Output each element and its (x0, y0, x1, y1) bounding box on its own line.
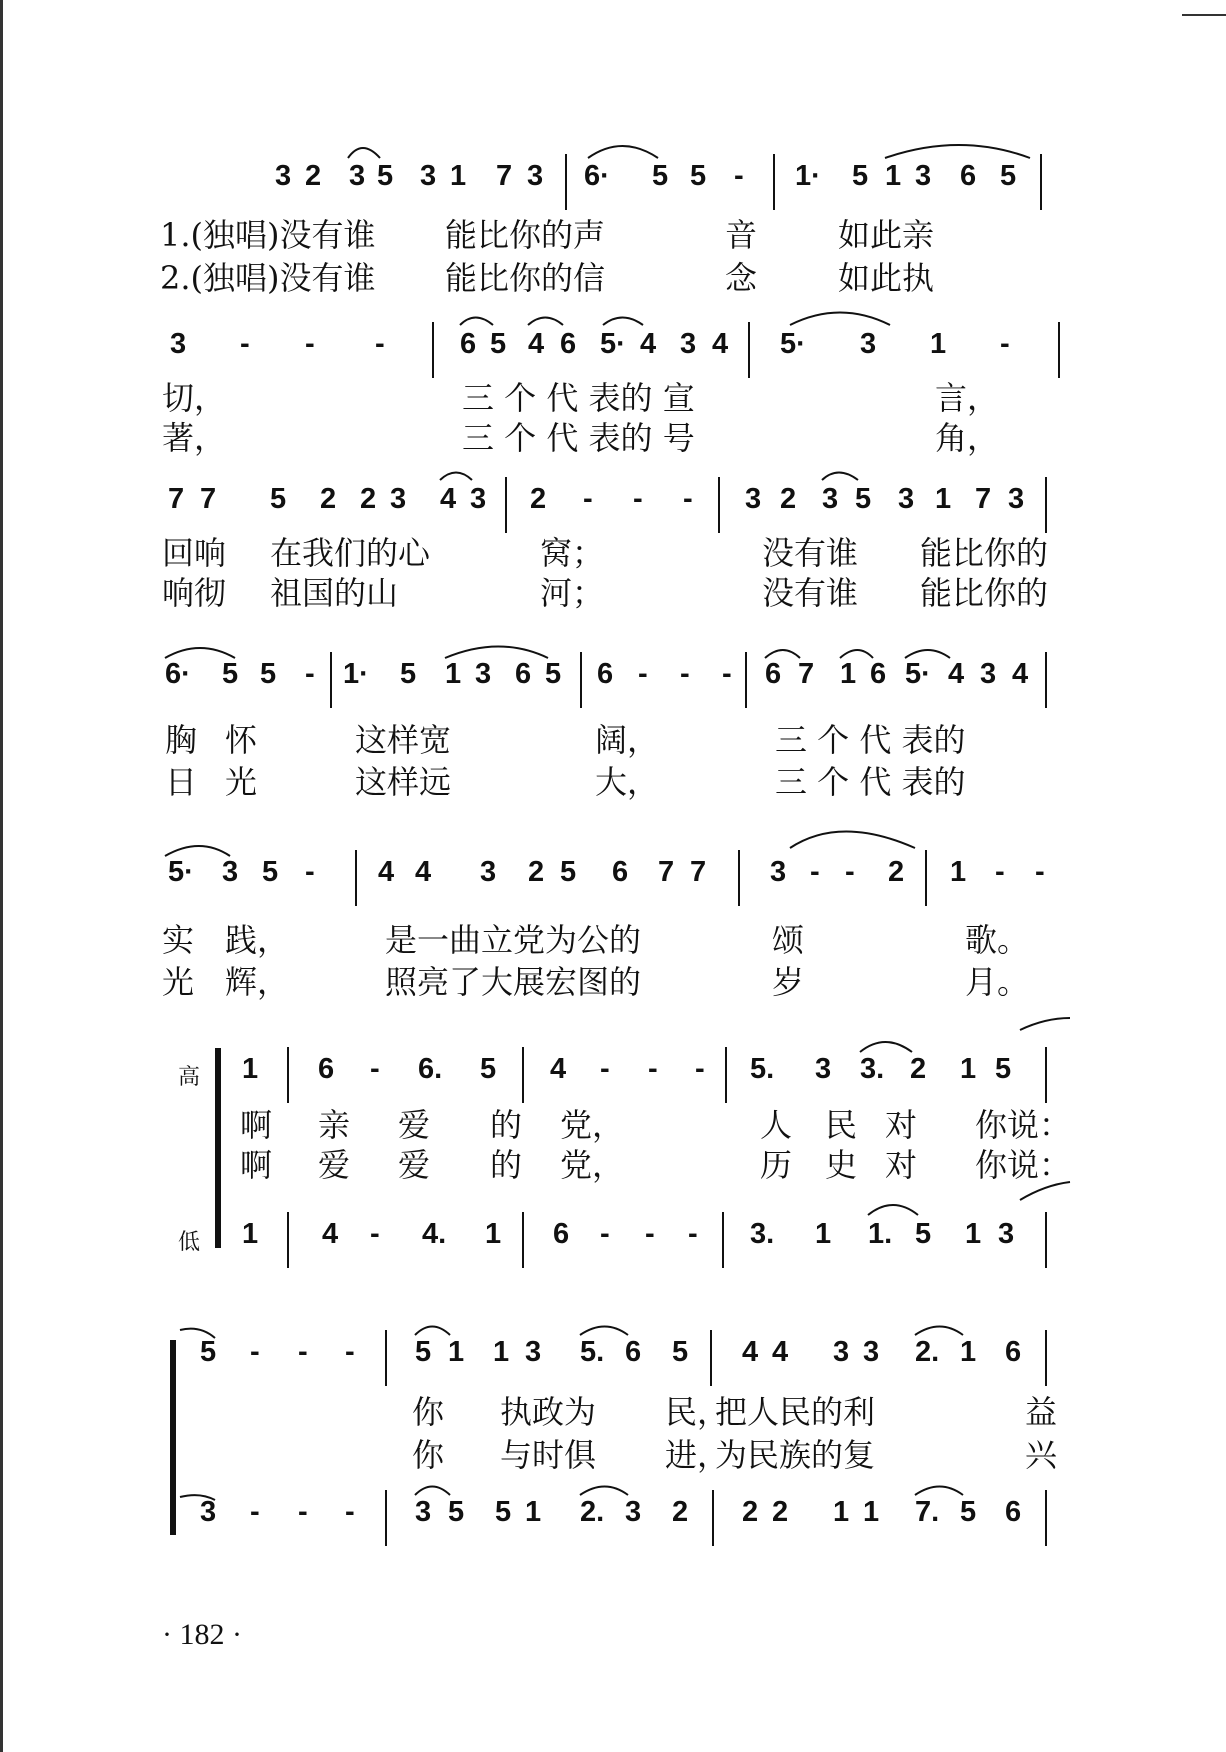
note: 2 (742, 1496, 759, 1528)
barline (773, 154, 775, 210)
note-extension: - (600, 1053, 610, 1085)
lyric-segment: 你说： (975, 1146, 1072, 1184)
note: 4 (322, 1218, 339, 1250)
note: 6 (1005, 1496, 1022, 1528)
note: 6 (625, 1336, 642, 1368)
note: 2 (672, 1496, 689, 1528)
lyrics-row-1-verse-2 (0, 253, 1226, 297)
note: 1 (965, 1218, 982, 1250)
lyric-segment: 回响 (162, 534, 227, 572)
barline (1045, 1212, 1047, 1268)
note: 2 (910, 1053, 927, 1085)
lyric-segment: 三 个 代 表的 号 (462, 419, 695, 457)
note: 1 (445, 658, 462, 690)
lyric-segment: 三 个 代 表的 宣 (462, 379, 695, 417)
lyrics-row-4-verse-2 (0, 757, 1226, 801)
note: 3. (750, 1218, 775, 1250)
note-extension: - (810, 856, 820, 888)
note: 5. (580, 1336, 605, 1368)
note: 3. (860, 1053, 885, 1085)
note: 1 (960, 1336, 977, 1368)
note: 1· (795, 160, 821, 192)
note-extension: - (648, 1053, 658, 1085)
note-extension: - (298, 1496, 308, 1528)
note: 7 (658, 856, 675, 888)
note: 5 (415, 1336, 432, 1368)
lyric-segment: 实 (162, 921, 195, 959)
note-extension: - (600, 1218, 610, 1250)
barline (1058, 322, 1060, 378)
score-row-3 (0, 475, 1226, 535)
note: 5 (448, 1496, 465, 1528)
note: 5 (852, 160, 869, 192)
barline (722, 1212, 724, 1268)
note: 3 (525, 1336, 542, 1368)
note: 3 (770, 856, 787, 888)
note-extension: - (345, 1336, 355, 1368)
note: 1 (863, 1496, 880, 1528)
note: 2 (305, 160, 322, 192)
note: 5 (995, 1053, 1012, 1085)
note: 6 (1005, 1336, 1022, 1368)
note-extension: - (345, 1496, 355, 1528)
barline (710, 1330, 712, 1386)
note: 3 (222, 856, 239, 888)
lyric-segment: 执政为 (500, 1393, 597, 1431)
note-extension: - (583, 483, 593, 515)
note: 1 (525, 1496, 542, 1528)
lyric-segment: 对 (885, 1106, 918, 1144)
note: 3 (822, 483, 839, 515)
note: 2 (360, 483, 377, 515)
lyrics-row-6-verse-1 (0, 1100, 1226, 1144)
barline (287, 1047, 289, 1103)
lyrics-row-3-verse-1 (0, 528, 1226, 572)
barline (1045, 1490, 1047, 1546)
lyric-segment: 言， (935, 379, 1000, 417)
note: 4 (528, 328, 545, 360)
lyric-segment: 能比你的声 (445, 216, 606, 254)
lyric-segment: 进， (665, 1436, 730, 1474)
note: 5 (495, 1496, 512, 1528)
note: 5· (780, 328, 806, 360)
score-row-1 (0, 152, 1226, 212)
note-extension: - (375, 328, 385, 360)
barline (505, 477, 507, 533)
lyric-segment: 念 (725, 259, 758, 297)
barline (712, 1490, 714, 1546)
note: 5 (270, 483, 287, 515)
note: 4. (422, 1218, 447, 1250)
note-extension: - (722, 658, 732, 690)
note: 3 (898, 483, 915, 515)
note: 1 (935, 483, 952, 515)
note: 7 (496, 160, 513, 192)
note: 6 (960, 160, 977, 192)
lyric-segment: 没有谁 (762, 534, 859, 572)
note: 7. (915, 1496, 940, 1528)
note: 4 (1012, 658, 1029, 690)
note: 5· (600, 328, 626, 360)
note-extension: - (633, 483, 643, 515)
note: 5 (262, 856, 279, 888)
lyric-segment: 啊 (240, 1106, 273, 1144)
note: 2 (772, 1496, 789, 1528)
lyric-segment: 歌。 (965, 921, 1030, 959)
lyric-segment: 你 (412, 1393, 445, 1431)
barline (330, 652, 332, 708)
lyric-segment: 民， (665, 1393, 730, 1431)
lyric-segment: 祖国的山 (270, 574, 399, 612)
note: 1 (448, 1336, 465, 1368)
note: 3 (833, 1336, 850, 1368)
note-extension: - (995, 856, 1005, 888)
note: 3 (745, 483, 762, 515)
lyric-segment: 党， (560, 1106, 625, 1144)
lyric-segment: 阔， (595, 721, 660, 759)
note-extension: - (305, 856, 315, 888)
lyric-segment: 颂 (772, 921, 805, 959)
lyric-segment: 是一曲立党为公的 (385, 921, 642, 959)
lyrics-row-2-verse-1 (0, 373, 1226, 417)
lyric-segment: 的 (490, 1106, 523, 1144)
lyric-segment: 亲 (318, 1106, 351, 1144)
note: 4 (378, 856, 395, 888)
lyric-segment: 三 个 代 表的 (775, 763, 966, 801)
note: 5 (377, 160, 394, 192)
barline (522, 1212, 524, 1268)
note: 6· (584, 160, 610, 192)
note: 3 (1008, 483, 1025, 515)
note: 5 (222, 658, 239, 690)
lyric-segment: 著， (162, 419, 227, 457)
note: 3 (390, 483, 407, 515)
lyric-segment: 历 (760, 1146, 793, 1184)
lyric-segment: 角， (935, 419, 1000, 457)
note: 3 (863, 1336, 880, 1368)
lyrics-row-5-verse-1 (0, 915, 1226, 959)
lyric-segment: 践， (225, 921, 290, 959)
lyric-segment: 益 (1025, 1393, 1058, 1431)
lyric-segment: 民 (825, 1106, 858, 1144)
lyric-segment: 为民族的复 (715, 1436, 876, 1474)
score-row-5 (0, 848, 1226, 908)
note: 3 (470, 483, 487, 515)
note: 4 (948, 658, 965, 690)
note: 2 (528, 856, 545, 888)
lyric-segment: 对 (885, 1146, 918, 1184)
barline (725, 1047, 727, 1103)
lyrics-row-1-verse-1 (0, 210, 1226, 254)
note: 5 (480, 1053, 497, 1085)
lyric-segment: 照亮了大展宏图的 (385, 963, 642, 1001)
note: 3 (980, 658, 997, 690)
note-extension: - (305, 658, 315, 690)
note: 1 (930, 328, 947, 360)
note: 7 (200, 483, 217, 515)
note: 1 (885, 160, 902, 192)
note-extension: - (845, 856, 855, 888)
lyrics-row-6-verse-2 (0, 1140, 1226, 1184)
note-extension: - (298, 1336, 308, 1368)
lyric-segment: 怀 (225, 721, 258, 759)
note-extension: - (250, 1336, 260, 1368)
lyrics-row-2-verse-2 (0, 413, 1226, 457)
note: 4 (712, 328, 729, 360)
note: 3 (815, 1053, 832, 1085)
lyric-segment: 史 (825, 1146, 858, 1184)
note: 5 (545, 658, 562, 690)
note-extension: - (695, 1053, 705, 1085)
lyric-segment: 爱 (398, 1106, 431, 1144)
lyric-segment: 岁 (772, 963, 805, 1001)
note: 6 (318, 1053, 335, 1085)
note: 2 (530, 483, 547, 515)
barline (1045, 1330, 1047, 1386)
note: 1· (343, 658, 369, 690)
note: 6· (165, 658, 191, 690)
page-number: · 182 · (162, 1618, 242, 1651)
note: 3 (480, 856, 497, 888)
lyric-segment: 你 (412, 1436, 445, 1474)
note: 5 (652, 160, 669, 192)
note-extension: - (683, 483, 693, 515)
lyric-segment: 啊 (240, 1146, 273, 1184)
note-extension: - (250, 1496, 260, 1528)
lyric-segment: 河； (540, 574, 605, 612)
barline (718, 477, 720, 533)
note: 6 (553, 1218, 570, 1250)
score-row-2 (0, 320, 1226, 380)
note-extension: - (1000, 328, 1010, 360)
lyric-segment: 兴 (1025, 1436, 1058, 1474)
part-label-low: 低 (178, 1230, 201, 1255)
note: 3 (415, 1496, 432, 1528)
page-corner-mark (1182, 0, 1226, 16)
note: 3 (998, 1218, 1015, 1250)
slur (790, 832, 915, 849)
score-row-7-high (0, 1328, 1226, 1388)
note: 3 (170, 328, 187, 360)
note: 7 (798, 658, 815, 690)
lyric-segment: 切， (162, 379, 227, 417)
note: 6 (870, 658, 887, 690)
note: 6. (418, 1053, 443, 1085)
note: 4 (772, 1336, 789, 1368)
note: 7 (168, 483, 185, 515)
note: 1 (493, 1336, 510, 1368)
note: 5 (915, 1218, 932, 1250)
lyric-segment: 你说： (975, 1106, 1072, 1144)
note: 3 (860, 328, 877, 360)
lyric-segment: 三 个 代 表的 (775, 721, 966, 759)
note: 3 (200, 1496, 217, 1528)
lyric-segment: 如此执 (838, 259, 935, 297)
part-label-high: 高 (178, 1065, 201, 1090)
note: 5· (905, 658, 931, 690)
note: 2 (320, 483, 337, 515)
score-row-4 (0, 650, 1226, 710)
note-extension: - (734, 160, 744, 192)
lyric-segment: 能比你的 (920, 534, 1049, 572)
note: 5· (168, 856, 194, 888)
barline (1040, 154, 1042, 210)
note: 4 (415, 856, 432, 888)
note: 2 (888, 856, 905, 888)
note-extension: - (645, 1218, 655, 1250)
note: 4 (640, 328, 657, 360)
note: 5 (400, 658, 417, 690)
barline (355, 850, 357, 906)
barline (745, 652, 747, 708)
barline (1045, 1047, 1047, 1103)
barline (385, 1490, 387, 1546)
slur (1020, 1018, 1070, 1030)
barline (1045, 477, 1047, 533)
note-extension: - (305, 328, 315, 360)
lyric-segment: 窝； (540, 534, 605, 572)
note: 5 (200, 1336, 217, 1368)
note: 5 (690, 160, 707, 192)
lyric-segment: 音 (725, 216, 758, 254)
lyric-segment: 1.(独唱)没有谁 (160, 216, 376, 254)
barline (925, 850, 927, 906)
lyric-segment: 能比你的 (920, 574, 1049, 612)
barline (738, 850, 740, 906)
note: 6 (765, 658, 782, 690)
note: 5 (260, 658, 277, 690)
note: 3 (349, 160, 366, 192)
barline (565, 154, 567, 210)
note: 1 (485, 1218, 502, 1250)
score-row-7-low (0, 1488, 1226, 1548)
note-extension: - (680, 658, 690, 690)
note: 1. (868, 1218, 893, 1250)
note: 7 (975, 483, 992, 515)
lyric-segment: 的 (490, 1146, 523, 1184)
lyric-segment: 这样宽 (355, 721, 452, 759)
barline (748, 322, 750, 378)
lyric-segment: 胸 (165, 721, 198, 759)
lyric-segment: 这样远 (355, 763, 452, 801)
lyric-segment: 月。 (965, 963, 1030, 1001)
note: 6 (560, 328, 577, 360)
lyric-segment: 在我们的心 (270, 534, 431, 572)
note: 2. (580, 1496, 605, 1528)
note: 6 (515, 658, 532, 690)
note: 5 (855, 483, 872, 515)
lyric-segment: 2.(独唱)没有谁 (160, 259, 376, 297)
note: 5 (672, 1336, 689, 1368)
note: 2. (915, 1336, 940, 1368)
note: 4 (742, 1336, 759, 1368)
barline (580, 652, 582, 708)
note-extension: - (240, 328, 250, 360)
note: 7 (690, 856, 707, 888)
note: 6 (597, 658, 614, 690)
note: 1 (950, 856, 967, 888)
note: 5 (560, 856, 577, 888)
barline (385, 1330, 387, 1386)
note: 3 (420, 160, 437, 192)
note: 5 (490, 328, 507, 360)
note: 6 (460, 328, 477, 360)
note: 3 (475, 658, 492, 690)
note: 4 (440, 483, 457, 515)
score-row-6-low (0, 1210, 1226, 1270)
lyric-segment: 把人民的利 (715, 1393, 876, 1431)
note: 6 (612, 856, 629, 888)
lyric-segment: 人 (760, 1106, 793, 1144)
note-extension: - (1035, 856, 1045, 888)
lyric-segment: 爱 (398, 1146, 431, 1184)
note: 3 (527, 160, 544, 192)
lyrics-row-4-verse-1 (0, 715, 1226, 759)
lyric-segment: 没有谁 (762, 574, 859, 612)
note: 3 (915, 160, 932, 192)
lyric-segment: 日 (165, 763, 198, 801)
note: 2 (780, 483, 797, 515)
note: 1 (242, 1218, 259, 1250)
barline (432, 322, 434, 378)
lyric-segment: 爱 (318, 1146, 351, 1184)
note: 3 (680, 328, 697, 360)
lyrics-row-5-verse-2 (0, 957, 1226, 1001)
lyric-segment: 党， (560, 1146, 625, 1184)
barline (522, 1047, 524, 1103)
lyrics-row-7-verse-1 (0, 1387, 1226, 1431)
lyric-segment: 如此亲 (838, 216, 935, 254)
note: 1 (840, 658, 857, 690)
note: 1 (815, 1218, 832, 1250)
note: 1 (960, 1053, 977, 1085)
note: 5 (1000, 160, 1017, 192)
note-extension: - (688, 1218, 698, 1250)
note: 1 (450, 160, 467, 192)
note: 3 (625, 1496, 642, 1528)
note: 1 (833, 1496, 850, 1528)
lyric-segment: 辉， (225, 963, 290, 1001)
note-extension: - (370, 1218, 380, 1250)
note-extension: - (638, 658, 648, 690)
note: 5. (750, 1053, 775, 1085)
score-row-6-high (0, 1045, 1226, 1105)
lyric-segment: 光 (225, 763, 258, 801)
lyrics-row-7-verse-2 (0, 1430, 1226, 1474)
lyric-segment: 光 (162, 963, 195, 1001)
note: 4 (550, 1053, 567, 1085)
barline (1045, 652, 1047, 708)
note: 3 (275, 160, 292, 192)
lyric-segment: 大， (595, 763, 660, 801)
note: 1 (242, 1053, 259, 1085)
lyric-segment: 能比你的信 (445, 259, 606, 297)
barline (287, 1212, 289, 1268)
note-extension: - (370, 1053, 380, 1085)
note: 5 (960, 1496, 977, 1528)
lyrics-row-3-verse-2 (0, 568, 1226, 612)
lyric-segment: 响彻 (162, 574, 227, 612)
lyric-segment: 与时俱 (500, 1436, 597, 1474)
